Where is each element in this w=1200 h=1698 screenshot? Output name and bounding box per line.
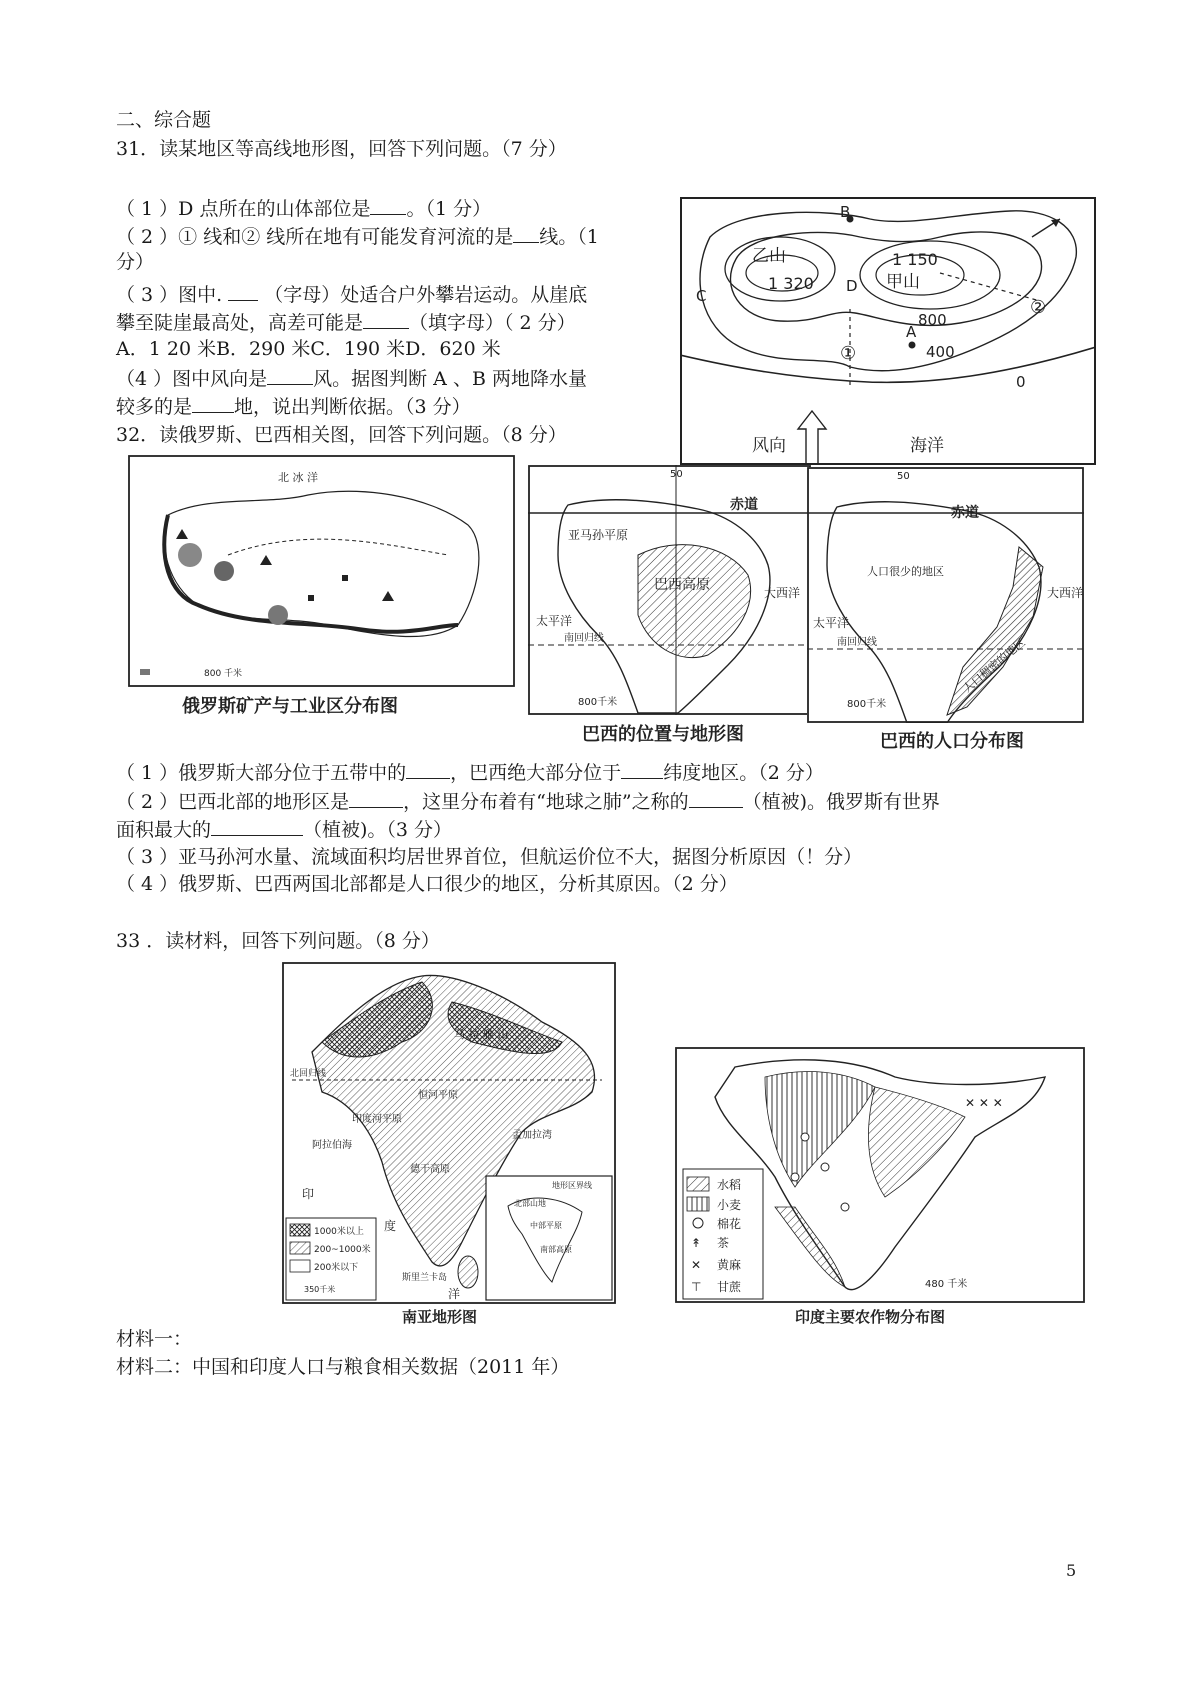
material-1: 材料一：: [116, 1328, 193, 1350]
q32-stem: 32．读俄罗斯、巴西相关图，回答下列问题。（8 分）: [116, 424, 567, 446]
brazil-terrain-scale: 800千米: [578, 697, 618, 708]
plateau-label: 巴西高原: [654, 577, 710, 593]
section-title: 二、综合题: [116, 109, 212, 131]
answer-blank[interactable]: [370, 196, 406, 215]
label-b: B: [840, 203, 851, 221]
answer-blank[interactable]: [621, 760, 663, 779]
q32-part3: （ 3 ）亚马孙河水量、流域面积均居世界首位，但航运价位不大，据图分析原因（！分）: [116, 846, 863, 868]
q31-part2-cont: 分）: [116, 251, 155, 273]
legend-low: 200米以下: [314, 1263, 359, 1273]
wind-label: 风向: [752, 436, 786, 456]
tropic-label: 南回归线: [564, 633, 604, 644]
q33-stem: 33 ．读材料，回答下列问题。（8 分）: [116, 930, 440, 952]
mountain-jia: 甲山: [886, 272, 920, 292]
q31-part4: [116, 366, 587, 391]
q32-part2-text5: （植被)。（3 分）: [303, 819, 453, 841]
amazon-label: 亚马孙平原: [568, 528, 629, 542]
legend-high: 1000米以上: [314, 1227, 364, 1237]
q31-part3-text4: （填字母）（ 2 分）: [409, 312, 576, 334]
q32-part1: [116, 760, 824, 785]
q31-part4-cont: [116, 394, 471, 419]
answer-blank[interactable]: [406, 760, 450, 779]
q32-part2-text2: ，这里分布着有“地球之肺”之称的: [403, 791, 689, 813]
q31-part4-text: （4 ）图中风向是: [116, 368, 268, 390]
q31-options: A．1 20 米B．290 米C．190 米D．620 米: [116, 338, 501, 360]
pop-pacific-label: 太平洋: [813, 616, 850, 630]
brazil-pop-caption: 巴西的人口分布图: [880, 731, 1024, 752]
peak-jia: 1 150: [892, 250, 938, 269]
srilanka-label: 斯里兰卡岛: [402, 1273, 448, 1283]
india-crops-caption: 印度主要农作物分布图: [795, 1308, 946, 1326]
south-asia-caption: 南亚地形图: [402, 1308, 478, 1326]
pop-equator-label: 赤道: [951, 505, 979, 521]
legend-cotton: 棉花: [717, 1217, 742, 1231]
jute-symbol: ✕: [691, 1258, 702, 1272]
himalaya-label: 马 拉 雅 山: [454, 1028, 509, 1041]
q31-part1-score: 。（1 分）: [406, 198, 492, 220]
dense-label: 人口稠密的地区: [960, 635, 1028, 696]
ocean2-label: 度: [384, 1219, 397, 1233]
contour-800: 800: [918, 311, 947, 329]
q31-part2: [116, 224, 599, 249]
indus-label: 印度河平原: [352, 1114, 402, 1125]
q31-part3-text: （ 3 ）图中.: [116, 284, 223, 306]
russia-map: [128, 455, 515, 687]
label-c: C: [696, 287, 707, 305]
tea-symbol: ↟: [691, 1236, 702, 1250]
russia-map-caption: 俄罗斯矿产与工业区分布图: [182, 696, 398, 717]
inset-south: 南部高原: [540, 1245, 572, 1254]
south-asia-map: [282, 962, 616, 1304]
answer-blank[interactable]: [228, 282, 258, 301]
label-a: A: [906, 323, 917, 341]
answer-blank[interactable]: [267, 366, 313, 385]
q31-part2-score: 线。（1: [539, 226, 599, 248]
answer-blank[interactable]: [211, 817, 303, 836]
arabian-sea-label: 阿拉伯海: [312, 1140, 352, 1151]
q31-part2-text: （ 2 ）① 线和② 线所在地有可能发育河流的是: [116, 226, 514, 248]
q31-part4-text4: 地，说出判断依据。（3 分）: [234, 396, 471, 418]
atlantic-label: 大西洋: [764, 586, 801, 600]
brazil-population-map: [807, 467, 1084, 723]
legend-wheat: 小麦: [717, 1198, 742, 1212]
contour-map: [680, 197, 1096, 465]
answer-blank[interactable]: [192, 394, 234, 413]
q31-part4-text3: 较多的是: [116, 396, 193, 418]
pacific-label: 太平洋: [536, 614, 573, 628]
answer-blank[interactable]: [513, 224, 539, 243]
equator-label: 赤道: [730, 497, 758, 513]
pop-tropic-label: 南回归线: [837, 637, 877, 648]
answer-blank[interactable]: [363, 310, 409, 329]
arctic-ocean-label: 北 冰 洋: [278, 471, 318, 484]
q32-part2-text: （ 2 ）巴西北部的地形区是: [116, 791, 350, 813]
deccan-label: 德干高原: [410, 1164, 450, 1175]
ocean3-label: 洋: [448, 1287, 461, 1301]
sea-label: 海洋: [910, 436, 944, 456]
legend-mid: 200~1000米: [314, 1245, 371, 1255]
q31-part1: [116, 196, 491, 221]
q31-part3-cont: [116, 310, 576, 335]
india-crops-map: [675, 1047, 1085, 1303]
contour-400: 400: [926, 343, 955, 361]
q31-part3: [116, 282, 587, 307]
mountain-yi: 乙山: [752, 246, 786, 266]
q32-part1-text2: ，巴西绝大部分位于: [450, 762, 622, 784]
material-2: 材料二：中国和印度人口与粮食相关数据（2011 年）: [116, 1356, 570, 1378]
legend-rice: 水稻: [717, 1178, 742, 1192]
sa-tropic-label: 北回归线: [290, 1069, 327, 1079]
q31-part3-text2: （字母）处适合户外攀岩运动。从崖底: [264, 284, 588, 306]
contour-0: 0: [1016, 373, 1026, 391]
legend-sugarcane: 甘蔗: [717, 1280, 742, 1294]
q32-part1-text: （ 1 ）俄罗斯大部分位于五带中的: [116, 762, 407, 784]
q32-part2-text3: （植被)。俄罗斯有世界: [742, 791, 941, 813]
line-2: ②: [1030, 297, 1047, 318]
legend-jute: 黄麻: [717, 1258, 742, 1272]
sa-scale: 350千米: [304, 1285, 336, 1294]
q31-part1-text: （ 1 ）D 点所在的山体部位是: [116, 198, 371, 220]
legend-tea: 茶: [717, 1236, 730, 1250]
q32-part1-text3: 纬度地区。（2 分）: [663, 762, 824, 784]
inset-north: 北部山地: [514, 1199, 546, 1208]
q32-part2: [116, 789, 940, 814]
brazil-terrain-caption: 巴西的位置与地形图: [582, 724, 744, 745]
pop-scale: 800千米: [847, 699, 887, 710]
q31-stem: 31．读某地区等高线地形图，回答下列问题。（7 分）: [116, 138, 567, 160]
ganges-label: 恒河平原: [418, 1090, 458, 1101]
label-d: D: [846, 277, 858, 295]
answer-blank[interactable]: [349, 789, 403, 808]
ocean1-label: 印: [302, 1187, 315, 1201]
russia-scale: 800 千米: [204, 669, 243, 679]
answer-blank[interactable]: [689, 789, 743, 808]
pop-lon-label: 50: [897, 471, 910, 482]
bay-label: 孟加拉湾: [512, 1130, 552, 1141]
jute-marks: ✕ ✕ ✕: [965, 1096, 1003, 1110]
brazil-terrain-map: [528, 465, 811, 715]
inset-central: 中部平原: [530, 1221, 562, 1230]
line-1: ①: [840, 343, 857, 364]
q32-part2-cont: [116, 817, 452, 842]
inset-title: 地形区界线: [552, 1181, 592, 1190]
pop-atlantic-label: 大西洋: [1047, 586, 1084, 600]
q31-part4-text2: 风。据图判断 A 、B 两地降水量: [313, 368, 587, 390]
sugarcane-symbol: ⊤: [691, 1280, 702, 1294]
q32-part4: （ 4 ）俄罗斯、巴西两国北部都是人口很少的地区，分析其原因。（2 分）: [116, 873, 738, 895]
peak-yi: 1 320: [768, 274, 814, 293]
brazil-lon-label: 50: [670, 469, 683, 480]
sparse-label: 人口很少的地区: [867, 565, 944, 578]
page-number: 5: [1066, 1561, 1077, 1580]
crops-scale: 480 千米: [925, 1279, 968, 1290]
q32-part2-text4: 面积最大的: [116, 819, 212, 841]
q31-part3-text3: 攀至陡崖最高处，高差可能是: [116, 312, 364, 334]
